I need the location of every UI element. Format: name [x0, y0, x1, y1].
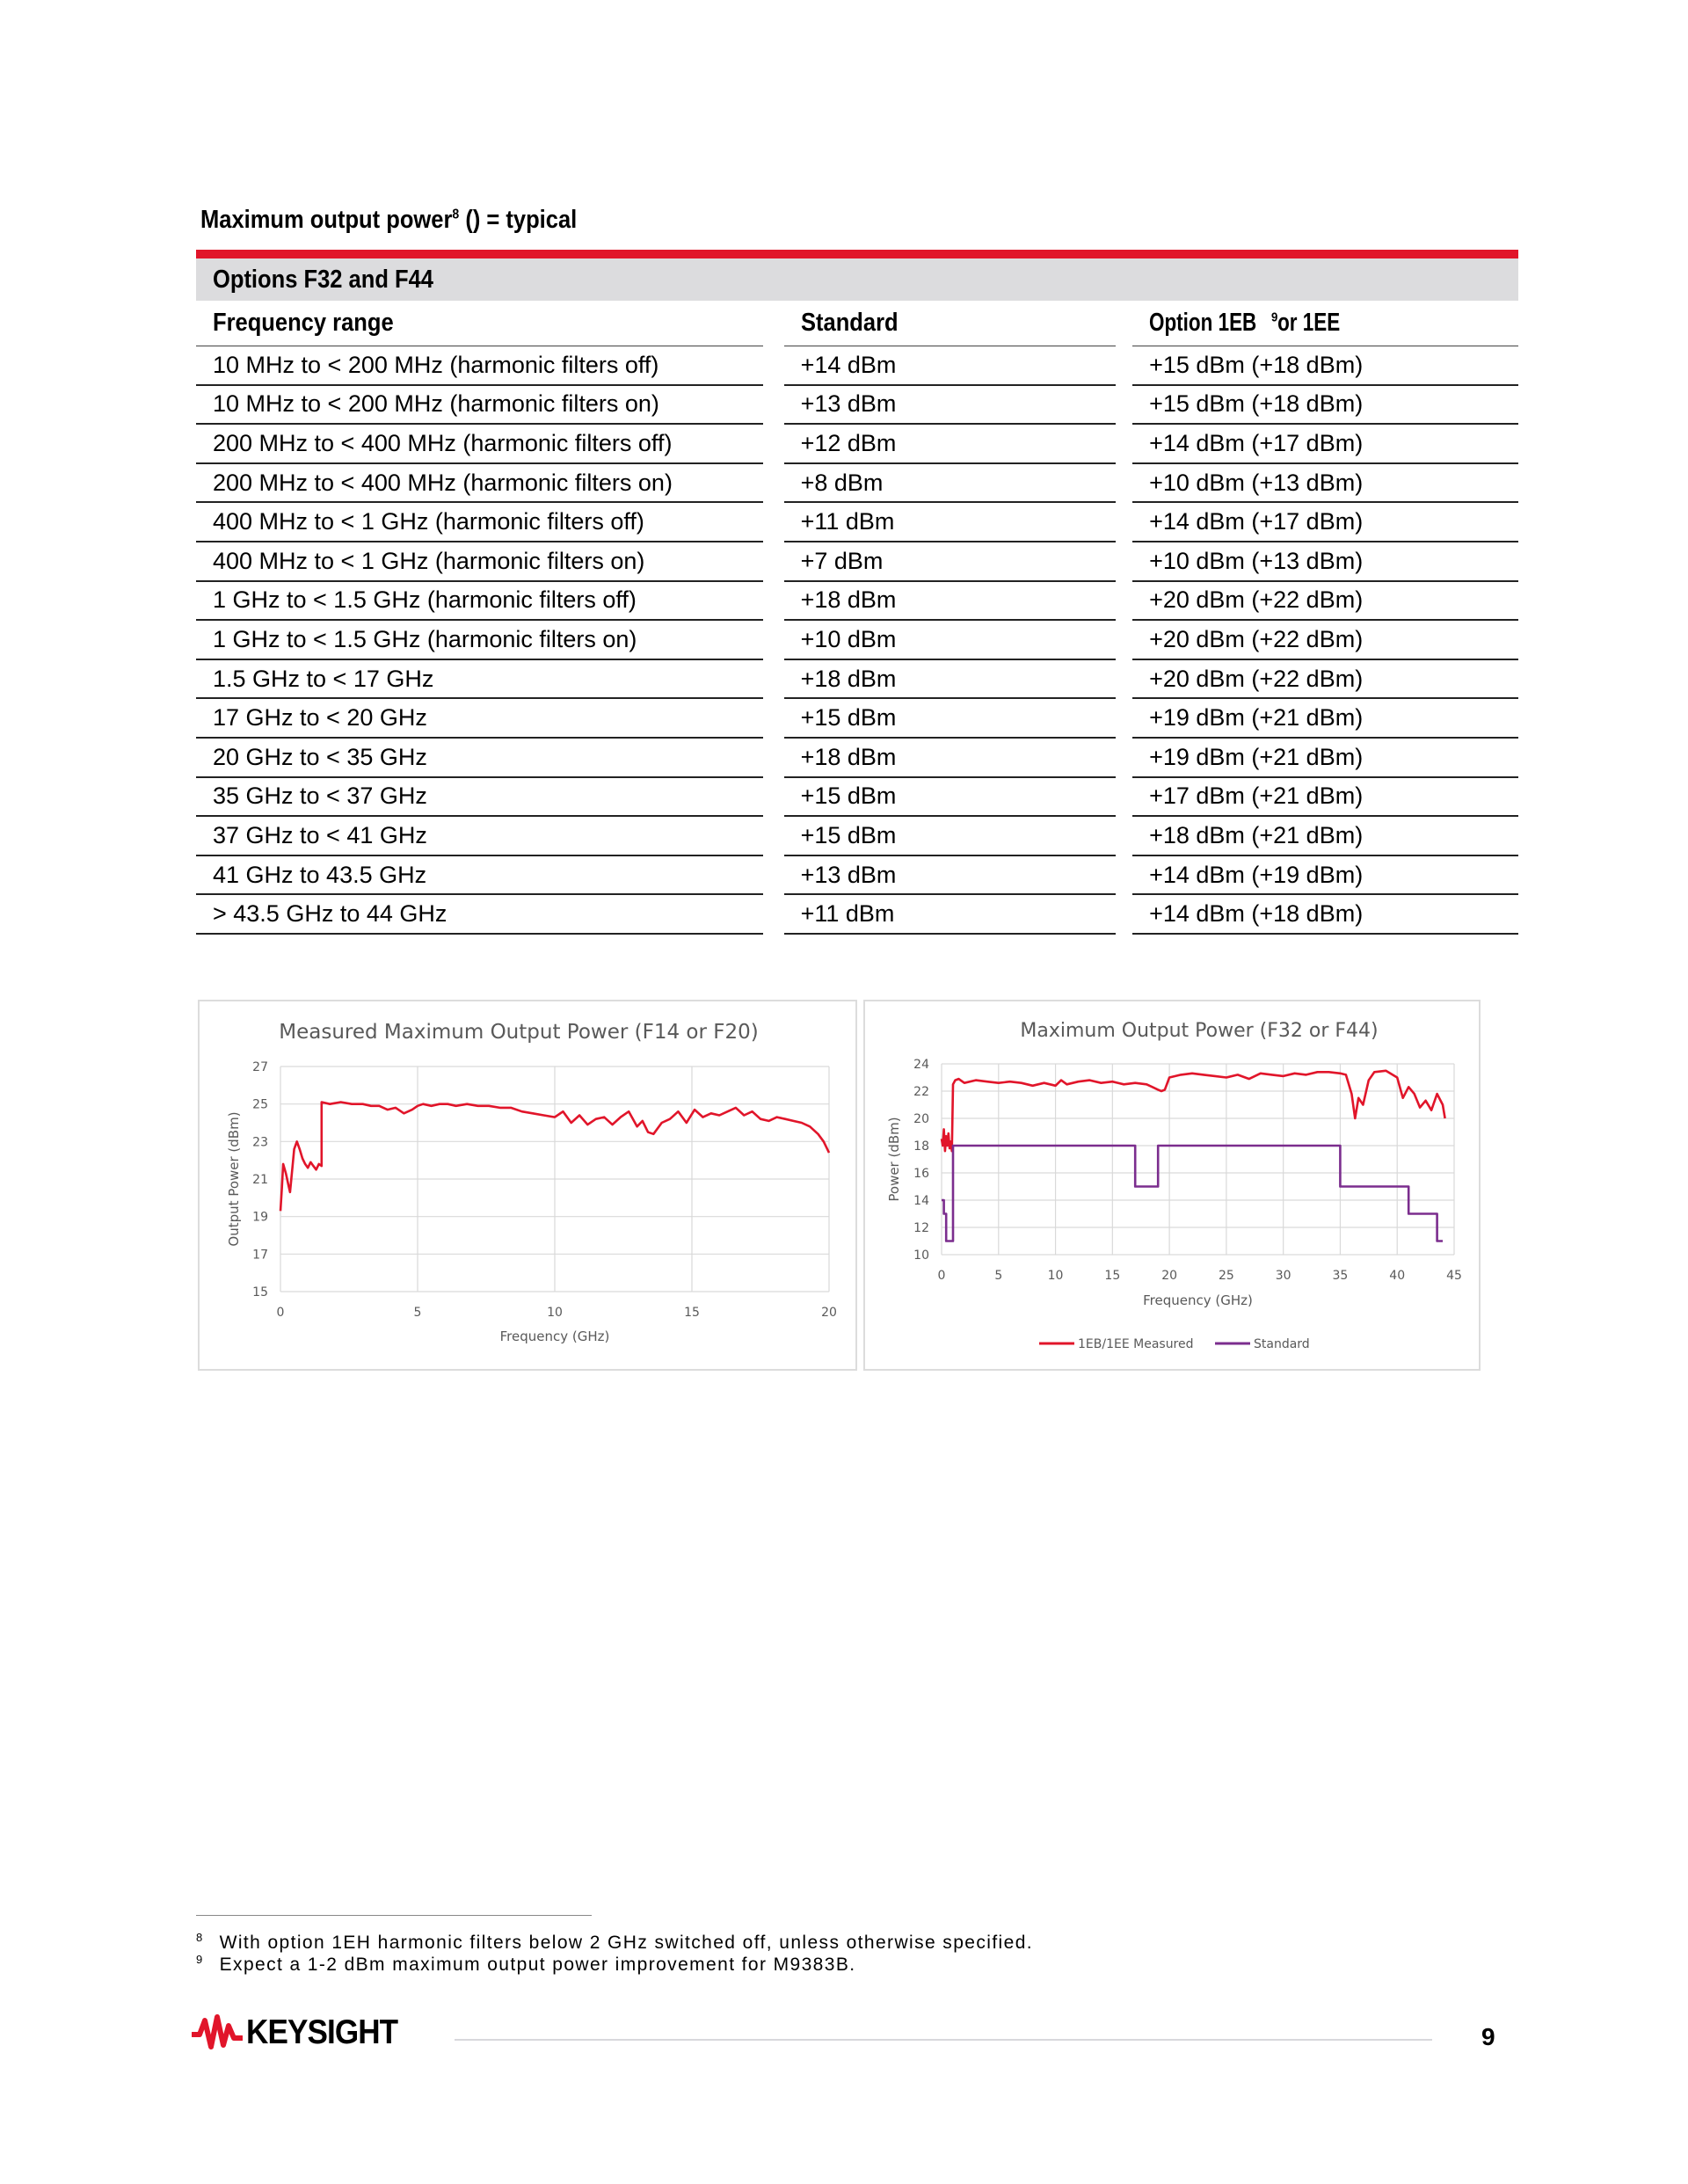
footer-divider — [455, 2039, 1432, 2041]
cell-option: +19 dBm (+21 dBm) — [1132, 739, 1518, 778]
legend-label: 1EB/1EE Measured — [1078, 1337, 1194, 1351]
brand-wordmark: KEYSIGHT — [246, 2013, 398, 2051]
x-axis-label: Frequency (GHz) — [1143, 1292, 1253, 1308]
chart-f14-f20 — [198, 1000, 857, 1371]
cell-option: +19 dBm (+21 dBm) — [1132, 699, 1518, 739]
y-tick-label: 17 — [252, 1248, 268, 1263]
table-row — [196, 739, 1518, 778]
cell-option: +10 dBm (+13 dBm) — [1132, 464, 1518, 504]
cell-frequency: 1 GHz to < 1.5 GHz (harmonic filters on) — [196, 621, 763, 660]
table-row — [196, 817, 1518, 856]
y-tick-label: 18 — [913, 1139, 929, 1154]
cell-standard: +13 dBm — [784, 386, 1116, 426]
y-tick-label: 24 — [913, 1058, 929, 1072]
footnote-number: 8 — [196, 1931, 204, 1944]
x-tick-label: 20 — [1161, 1269, 1178, 1283]
col-header-standard: Standard — [784, 301, 1116, 346]
cell-frequency: 10 MHz to < 200 MHz (harmonic filters on) — [196, 386, 763, 426]
cell-frequency: 200 MHz to < 400 MHz (harmonic filters off) — [196, 425, 763, 464]
table-top-rule — [196, 250, 1518, 258]
y-tick-label: 14 — [913, 1194, 929, 1208]
cell-option: +18 dBm (+21 dBm) — [1132, 817, 1518, 856]
cell-standard: +11 dBm — [784, 503, 1116, 542]
table-row — [196, 542, 1518, 582]
cell-frequency: 37 GHz to < 41 GHz — [196, 817, 763, 856]
table-row — [196, 346, 1518, 386]
cell-frequency: 400 MHz to < 1 GHz (harmonic filters off) — [196, 503, 763, 542]
cell-option: +14 dBm (+18 dBm) — [1132, 895, 1518, 935]
table-row — [196, 386, 1518, 426]
footnote-number: 9 — [196, 1953, 204, 1966]
cell-option: +14 dBm (+19 dBm) — [1132, 856, 1518, 896]
group-label: Options F32 and F44 — [213, 265, 433, 294]
series-line-standard — [942, 1146, 1443, 1241]
table-header-row — [196, 301, 1518, 346]
footnote-text: Expect a 1-2 dBm maximum output power improvement for M9383B. — [219, 1955, 856, 1975]
cell-standard: +18 dBm — [784, 582, 1116, 622]
cell-option: +17 dBm (+21 dBm) — [1132, 778, 1518, 818]
table-group-header — [196, 258, 1518, 301]
cell-standard: +11 dBm — [784, 895, 1116, 935]
cell-standard: +18 dBm — [784, 660, 1116, 700]
legend-label: Standard — [1254, 1337, 1310, 1351]
cell-option: +15 dBm (+18 dBm) — [1132, 346, 1518, 386]
cell-standard: +14 dBm — [784, 346, 1116, 386]
cell-option: +20 dBm (+22 dBm) — [1132, 660, 1518, 700]
chart-f14-f20-svg — [200, 1001, 855, 1369]
chart-f32-f44-svg — [865, 1001, 1479, 1369]
keysight-wave-icon — [192, 2013, 243, 2052]
cell-option: +20 dBm (+22 dBm) — [1132, 621, 1518, 660]
x-tick-label: 5 — [413, 1306, 422, 1320]
x-tick-label: 0 — [937, 1269, 946, 1283]
y-tick-label: 10 — [913, 1249, 929, 1263]
cell-standard: +8 dBm — [784, 464, 1116, 504]
footnote-divider — [196, 1915, 592, 1916]
cell-frequency: 17 GHz to < 20 GHz — [196, 699, 763, 739]
y-tick-label: 12 — [913, 1221, 929, 1235]
cell-frequency: 200 MHz to < 400 MHz (harmonic filters on) — [196, 464, 763, 504]
y-tick-label: 20 — [913, 1112, 929, 1126]
cell-standard: +10 dBm — [784, 621, 1116, 660]
cell-frequency: > 43.5 GHz to 44 GHz — [196, 895, 763, 935]
table-row — [196, 582, 1518, 622]
table-row — [196, 464, 1518, 504]
y-tick-label: 23 — [252, 1135, 268, 1150]
cell-option: +14 dBm (+17 dBm) — [1132, 503, 1518, 542]
cell-standard: +15 dBm — [784, 699, 1116, 739]
keysight-logo — [192, 2013, 414, 2052]
x-tick-label: 5 — [994, 1269, 1003, 1283]
table-row — [196, 621, 1518, 660]
cell-frequency: 35 GHz to < 37 GHz — [196, 778, 763, 818]
section-title-suffix: () = typical — [459, 206, 578, 234]
cell-standard: +13 dBm — [784, 856, 1116, 896]
cell-option: +20 dBm (+22 dBm) — [1132, 582, 1518, 622]
footnote-ref-9: 9 — [1271, 309, 1278, 325]
x-tick-label: 10 — [1047, 1269, 1064, 1283]
x-tick-label: 45 — [1446, 1269, 1462, 1283]
y-tick-label: 15 — [252, 1285, 268, 1299]
y-axis-label: Power (dBm) — [886, 1117, 902, 1202]
x-tick-label: 20 — [821, 1306, 837, 1320]
x-tick-label: 15 — [1104, 1269, 1121, 1283]
footnote-8 — [196, 1931, 1033, 1954]
section-title-text: Maximum output power — [200, 206, 453, 234]
cell-frequency: 400 MHz to < 1 GHz (harmonic filters on) — [196, 542, 763, 582]
table-row — [196, 895, 1518, 935]
cell-option: +14 dBm (+17 dBm) — [1132, 425, 1518, 464]
x-tick-label: 25 — [1218, 1269, 1234, 1283]
cell-frequency: 41 GHz to 43.5 GHz — [196, 856, 763, 896]
cell-frequency: 20 GHz to < 35 GHz — [196, 739, 763, 778]
x-tick-label: 40 — [1389, 1269, 1406, 1283]
footnote-text: With option 1EH harmonic filters below 2 GHz switched off, unless otherwise specified. — [219, 1933, 1034, 1953]
x-tick-label: 10 — [547, 1306, 563, 1320]
cell-option: +15 dBm (+18 dBm) — [1132, 386, 1518, 426]
table-row — [196, 660, 1518, 700]
y-tick-label: 22 — [913, 1085, 929, 1099]
table-body — [196, 346, 1518, 935]
table-row — [196, 503, 1518, 542]
y-tick-label: 19 — [252, 1210, 268, 1225]
x-axis-label: Frequency (GHz) — [499, 1329, 610, 1344]
section-title — [200, 206, 577, 235]
y-tick-label: 25 — [252, 1097, 268, 1112]
cell-frequency: 1.5 GHz to < 17 GHz — [196, 660, 763, 700]
cell-standard: +15 dBm — [784, 778, 1116, 818]
series-line-1eb-1ee-measured — [942, 1071, 1445, 1151]
y-axis-label: Output Power (dBm) — [226, 1111, 242, 1247]
cell-frequency: 1 GHz to < 1.5 GHz (harmonic filters off) — [196, 582, 763, 622]
y-tick-label: 16 — [913, 1167, 929, 1181]
chart-title: Measured Maximum Output Power (F14 or F20) — [279, 1021, 759, 1044]
x-tick-label: 15 — [684, 1306, 700, 1320]
y-tick-label: 21 — [252, 1173, 268, 1187]
cell-option: +10 dBm (+13 dBm) — [1132, 542, 1518, 582]
page-number: 9 — [1481, 2023, 1495, 2050]
cell-standard: +15 dBm — [784, 817, 1116, 856]
x-tick-label: 0 — [276, 1306, 285, 1320]
cell-frequency: 10 MHz to < 200 MHz (harmonic filters off) — [196, 346, 763, 386]
col-header-option: Option 1EB $^9$or 1EE — [1132, 301, 1518, 346]
cell-standard: +18 dBm — [784, 739, 1116, 778]
x-tick-label: 30 — [1275, 1269, 1291, 1283]
footnote-ref-8: 8 — [452, 207, 460, 222]
spec-table — [196, 250, 1518, 935]
y-tick-label: 27 — [252, 1060, 268, 1074]
table-row — [196, 425, 1518, 464]
table-row — [196, 699, 1518, 739]
footnote-9 — [196, 1953, 855, 1976]
chart-title: Maximum Output Power (F32 or F44) — [1020, 1020, 1379, 1042]
chart-f32-f44 — [863, 1000, 1481, 1371]
cell-standard: +12 dBm — [784, 425, 1116, 464]
cell-standard: +7 dBm — [784, 542, 1116, 582]
x-tick-label: 35 — [1332, 1269, 1349, 1283]
col-header-frequency: Frequency range — [196, 301, 763, 346]
table-row — [196, 856, 1518, 896]
table-row — [196, 778, 1518, 818]
